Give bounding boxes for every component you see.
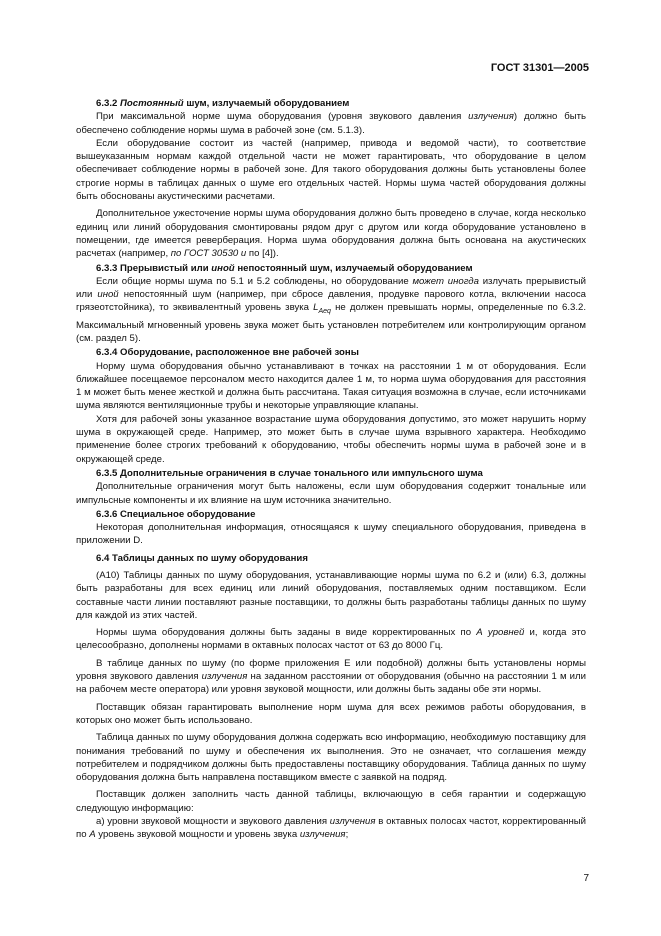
paragraph: Некоторая дополнительная информация, относящаяся к шуму специального оборудования, приведена в приложении D.	[76, 522, 586, 547]
heading-6-3-3: 6.3.3 Прерывистый или иной непостоянный шум, излучаемый оборудованием	[96, 262, 473, 274]
paragraph: Поставщик обязан гарантировать выполнение норм шума для всех режимов работы оборудования, в которых оно может быть использовано.	[76, 701, 586, 726]
heading-6-3-2: 6.3.2 Постоянный шум, излучаемый оборудованием	[96, 98, 350, 109]
paragraph: Если общие нормы шума по 5.1 и 5.2 соблюдены, но оборудование может иногда излучать прерывистый или иной непостоянный шум (например, при сбросе давления, продувке парового котла, включении насоса грязеотстойника), то эквивалентный уровень звука $L_{Aeq}$ не должен превышать нормы, определенные по 6.3.2. Максимальный мгновенный уровень звука может быть установлен потребителем или контролирующим органом (см. раздел 5).	[76, 275, 587, 344]
paragraph: Таблица данных по шуму оборудования должна содержать всю информацию, необходимую поставщику для понимания требований по шуму и обеспечения их выполнения. Это не означает, что соглашения между потребителем и подрядчиком должны быть предоставлены поставщику оборудования. Таблица данных по шуму оборудования должна быть направлена поставщиком вместе с заявкой на подряд.	[76, 732, 586, 784]
heading-6-3-6: 6.3.6 Специальное оборудование	[96, 508, 256, 520]
list-item: а) уровни звуковой мощности и звукового давления излучения в октавных полосах частот, корректированный по А уровень звуковой мощности и уровень звука излучения;	[76, 816, 587, 841]
heading-6-4: 6.4 Таблицы данных по шуму оборудования	[96, 552, 308, 564]
paragraph: Поставщик должен заполнить часть данной таблицы, включающую в себя гарантии и содержащую следующую информацию:	[76, 789, 586, 814]
paragraph: Норму шума оборудования обычно устанавливают в точках на расстоянии 1 м от оборудования. Если ближайшее посещаемое персоналом место находится далее 1 м, то норма шума оборудования для расстояния 1 м может быть менее жесткой и должна быть рассчитана. Такая ситуация возможна в случае, если источниками шума являются вентиляционные трубы и некоторые управляющие клапаны.	[76, 360, 586, 412]
heading-6-3-5: 6.3.5 Дополнительные ограничения в случае тонального или импульсного шума	[96, 467, 483, 479]
paragraph: Хотя для рабочей зоны указанное возрастание шума оборудования допустимо, это может нарушить норму шума в окружающей среде. Например, это может быть в случае шума взрывного характера. Необходимо применение более строгих требований к оборудованию, чтобы обеспечить нормы шума в рабочей зоне и в окружающей среде.	[76, 413, 586, 465]
standard-code: ГОСТ 31301—2005	[490, 62, 589, 74]
paragraph: Если оборудование состоит из частей (например, привода и ведомой части), то соответствие вышеуказанным нормам каждой отдельной части не может гарантировать, что оборудование в целом обеспечивает соблюдение нормы в рабочей зоне. Для такого оборудования должны быть установлены более строгие нормы в таблицах данных о шуме его отдельных частей. Нормы шума частей оборудования должны быть обоснованы акустическими расчетами.	[76, 137, 586, 203]
paragraph: Дополнительное ужесточение нормы шума оборудования должно быть проведено в случае, когда несколько единиц или линий оборудования смонтированы рядом друг с другом или когда оборудование установлено в помещении, где имеется реверберация. Норма шума оборудования должна быть основана на акустических расчетах (например, по ГОСТ 30530 и по [4]).	[76, 208, 586, 260]
paragraph: Дополнительные ограничения могут быть наложены, если шум оборудования содержит тональные или импульсные компоненты и их влияние на шум источника значительно.	[76, 481, 586, 506]
paragraph: В таблице данных по шуму (по форме приложения Е или подобной) должны быть установлены нормы уровня звукового давления излучения на заданном расстоянии от оборудования (обычно на расстоянии 1 м или на рабочем месте оператора) или уровня звуковой мощности, или должны быть заданы обе эти нормы.	[76, 657, 587, 696]
page-number: 7	[583, 873, 589, 884]
heading-6-3-4: 6.3.4 Оборудование, расположенное вне рабочей зоны	[96, 347, 359, 359]
paragraph: При максимальной норме шума оборудования (уровня звукового давления излучения) должно быть обеспечено соблюдение нормы шума в рабочей зоне (см. 5.1.3).	[76, 111, 586, 136]
document-body	[76, 96, 586, 842]
paragraph: (А10) Таблицы данных по шуму оборудования, устанавливающие нормы шума по 6.2 и (или) 6.3, должны быть разработаны для всех единиц или линий оборудования, поставляемых одним поставщиком. Если составные части линии поставляют разные поставщики, то должны быть разработаны таблицы данных по шуму для каждой из этих частей.	[76, 570, 586, 621]
paragraph: Нормы шума оборудования должны быть заданы в виде корректированных по А уровней и, когда это целесообразно, дополнены нормами в октавных полосах частот от 63 до 8000 Гц.	[76, 627, 586, 652]
